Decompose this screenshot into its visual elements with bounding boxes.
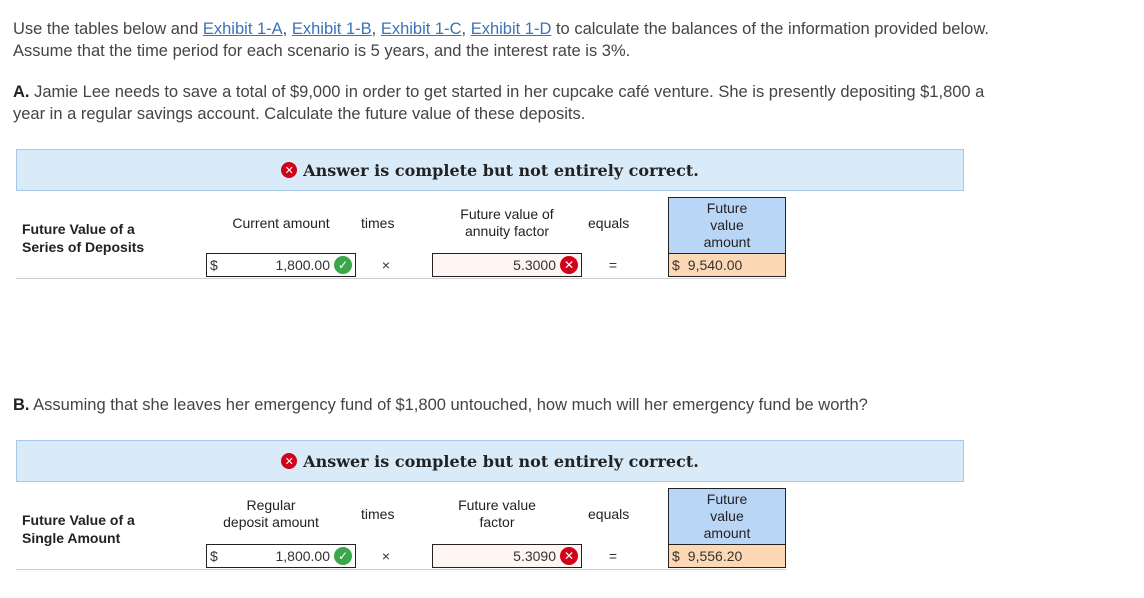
header-text: amount bbox=[703, 525, 751, 541]
currency-symbol: $ bbox=[672, 257, 680, 273]
part-b-divider bbox=[16, 569, 786, 570]
part-a-header-factor bbox=[432, 205, 582, 241]
x-circle-icon: ✕ bbox=[281, 453, 297, 469]
part-b-row-label-line2: Single Amount bbox=[22, 530, 121, 546]
intro-text: Use the tables below and Exhibit 1-A, Exhibit 1-B, Exhibit 1-C, Exhibit 1-D to calculate the balances of the information provided below. bbox=[13, 20, 989, 38]
header-text: Future bbox=[706, 491, 748, 507]
intro-assumption: Assume that the time period for each scenario is 5 years, and the interest rate is 3%. bbox=[13, 42, 631, 60]
part-b-header-future-value bbox=[668, 488, 786, 544]
currency-symbol: $ bbox=[210, 257, 218, 273]
part-a-question-line2: year in a regular savings account. Calculate the future value of these deposits. bbox=[13, 105, 586, 123]
part-a-question-line1 bbox=[13, 81, 984, 103]
part-a-amount-input[interactable] bbox=[206, 253, 356, 277]
header-text: equals bbox=[588, 214, 630, 231]
x-circle-icon: ✕ bbox=[560, 256, 578, 274]
exhibit-1a-link[interactable]: Exhibit 1-A bbox=[202, 20, 283, 38]
header-text: annuity factor bbox=[464, 223, 550, 239]
currency-symbol: $ bbox=[672, 548, 680, 564]
part-b-header-factor bbox=[432, 496, 562, 532]
header-text: Current amount bbox=[232, 214, 330, 231]
factor-value: 5.3000 bbox=[513, 257, 556, 273]
part-a-equals-symbol: = bbox=[608, 257, 618, 273]
check-circle-icon: ✓ bbox=[334, 547, 352, 565]
part-b-letter: B. bbox=[13, 396, 30, 414]
part-a-row-label bbox=[22, 220, 144, 256]
header-text: amount bbox=[703, 234, 751, 250]
part-a-banner-text: Answer is complete but not entirely correct. bbox=[303, 160, 699, 180]
part-a-header-future-value bbox=[668, 197, 786, 253]
header-text: factor bbox=[479, 514, 515, 530]
header-text: deposit amount bbox=[223, 514, 319, 530]
part-b-question bbox=[13, 394, 868, 416]
part-a-header-times bbox=[361, 205, 411, 241]
part-b-feedback-banner bbox=[16, 440, 964, 482]
part-b-factor-input[interactable] bbox=[432, 544, 582, 568]
part-a-letter: A. bbox=[13, 83, 30, 101]
part-a-factor-input[interactable] bbox=[432, 253, 582, 277]
header-text: value bbox=[710, 217, 744, 233]
x-circle-icon: ✕ bbox=[281, 162, 297, 178]
part-a-row-label-line2: Series of Deposits bbox=[22, 239, 145, 255]
header-text: Future bbox=[706, 200, 748, 216]
part-b-times-symbol: × bbox=[381, 548, 391, 564]
part-b-equals-symbol: = bbox=[608, 548, 618, 564]
amount-value: 1,800.00 bbox=[275, 548, 330, 564]
currency-symbol: $ bbox=[210, 548, 218, 564]
exhibit-1d-link[interactable]: Exhibit 1-D bbox=[470, 20, 552, 38]
part-b-row-label-line1: Future Value of a bbox=[22, 512, 135, 528]
part-b-result-input[interactable] bbox=[668, 544, 786, 568]
exhibit-1c-link[interactable]: Exhibit 1-C bbox=[380, 20, 462, 38]
amount-value: 1,800.00 bbox=[275, 257, 330, 273]
exhibit-1b-link[interactable]: Exhibit 1-B bbox=[291, 20, 372, 38]
header-text: value bbox=[710, 508, 744, 524]
part-b-header-times bbox=[361, 496, 411, 532]
part-a-text: Jamie Lee needs to save a total of $9,000 in order to get started in her cupcake café venture. She is presently depositing $1,800 a bbox=[29, 83, 985, 101]
header-text: times bbox=[361, 214, 395, 231]
part-a-header-current-amount bbox=[206, 205, 356, 241]
header-text: Future value of bbox=[460, 206, 554, 222]
part-a-header-equals bbox=[588, 205, 648, 241]
intro-lead: Use the tables below and bbox=[13, 20, 203, 38]
part-b-header-deposit-amount bbox=[206, 496, 336, 532]
part-b-row-label bbox=[22, 511, 135, 547]
result-value: 9,556.20 bbox=[687, 548, 743, 564]
x-circle-icon: ✕ bbox=[560, 547, 578, 565]
part-a-divider bbox=[16, 278, 786, 279]
header-text: Future value bbox=[458, 497, 536, 513]
part-a-result-input[interactable] bbox=[668, 253, 786, 277]
header-text: Regular bbox=[246, 497, 296, 513]
part-b-text: Assuming that she leaves her emergency fund of $1,800 untouched, how much will her emergency fund be worth? bbox=[29, 396, 868, 414]
header-text: times bbox=[361, 505, 395, 522]
intro-tail: to calculate the balances of the information provided below. bbox=[551, 20, 989, 38]
check-circle-icon: ✓ bbox=[334, 256, 352, 274]
part-b-banner-text: Answer is complete but not entirely correct. bbox=[303, 451, 699, 471]
header-text: equals bbox=[588, 505, 630, 522]
part-b-amount-input[interactable] bbox=[206, 544, 356, 568]
part-b-header-equals bbox=[588, 496, 648, 532]
factor-value: 5.3090 bbox=[513, 548, 556, 564]
part-a-feedback-banner bbox=[16, 149, 964, 191]
result-value: 9,540.00 bbox=[687, 257, 743, 273]
part-a-times-symbol: × bbox=[381, 257, 391, 273]
part-a-row-label-line1: Future Value of a bbox=[22, 221, 135, 237]
